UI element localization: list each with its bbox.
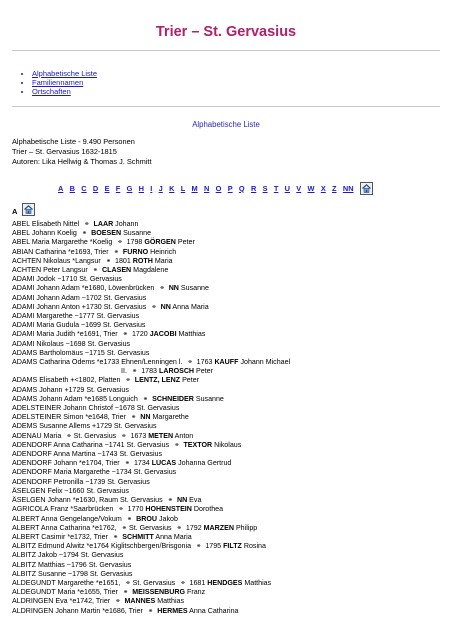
marriage-rings-icon: ⚭ bbox=[174, 441, 180, 449]
list-item bbox=[12, 478, 442, 487]
entry-spouse-surname: FURNO bbox=[122, 247, 149, 256]
entry-spouse-given: Philipp bbox=[233, 523, 258, 532]
letter-link-w[interactable]: W bbox=[307, 183, 315, 193]
entry-spouse-surname: NN bbox=[140, 413, 151, 422]
marriage-rings-icon: ⚭ bbox=[112, 533, 119, 541]
entry-person: ADELSTEINER Simon *e1648, Trier bbox=[12, 413, 128, 422]
entry-person: ALBERT Anna Catharina *e1762, bbox=[12, 523, 119, 532]
entry-spouse-given: Peter bbox=[175, 238, 195, 247]
home-icon[interactable] bbox=[22, 203, 35, 216]
entry-person: ADELSTEINER Johann Christof ~1678 St. Gervasius bbox=[12, 404, 180, 413]
entry-marriage-info: 1720 bbox=[130, 330, 150, 339]
list-item bbox=[12, 579, 442, 588]
list-item bbox=[12, 340, 442, 349]
letter-link-d[interactable]: D bbox=[92, 183, 99, 193]
entry-person: II. bbox=[121, 367, 129, 376]
entry-person: ADENDORF Anna Martina ~1743 St. Gervasius bbox=[12, 450, 163, 459]
entry-spouse-surname: HERMES bbox=[157, 606, 188, 615]
entry-person: ADAMI Johann Adam *e1680, Löwenbrücken bbox=[12, 284, 157, 293]
entry-person: ABEL Elisabeth Nittel bbox=[12, 220, 82, 228]
letter-index bbox=[58, 180, 373, 196]
entry-spouse-given: Johann Michael bbox=[238, 358, 291, 367]
entry-person: ADAMI Johann Adam ~1702 St. Gervasius bbox=[12, 293, 147, 302]
meta-parish: Trier – St. Gervasius 1632-1815 bbox=[12, 146, 117, 156]
entry-marriage-info: St. Gervasius bbox=[73, 431, 119, 440]
entry-spouse-surname: NN bbox=[160, 302, 171, 311]
entry-marriage-info: St. Gervasius bbox=[128, 523, 174, 532]
entry-spouse-given: Johann bbox=[113, 220, 139, 228]
marriage-rings-icon: ⚭ bbox=[196, 543, 202, 551]
entry-person: ABEL Maria Margarethe *Koelig bbox=[12, 238, 115, 247]
entry-spouse-surname: BROU bbox=[136, 514, 157, 523]
marriage-rings-icon: ⚭ bbox=[130, 414, 137, 422]
marriage-rings-icon: ⚭ bbox=[122, 589, 129, 597]
entry-marriage-info: St. Gervasius bbox=[132, 578, 178, 587]
list-item bbox=[12, 570, 442, 579]
letter-link-g[interactable]: G bbox=[126, 183, 133, 193]
entry-person: ALBERT Casimir *e1732, Trier bbox=[12, 532, 110, 541]
nav-link-alphabetische-liste[interactable]: Alphabetische Liste bbox=[32, 69, 98, 78]
entry-person: ADENDORF Maria Margarethe ~1734 St. Gervasius bbox=[12, 468, 177, 477]
entry-person: ALDRINGEN Johann Martin *e1686, Trier bbox=[12, 606, 145, 615]
entry-person: ALBITZ Edmund Alwitz *e1764 Kiglitschbergen/Brisgonia bbox=[12, 542, 193, 551]
divider bbox=[12, 106, 440, 107]
entry-marriage-info: 1770 bbox=[125, 505, 146, 514]
letter-link-j[interactable]: J bbox=[158, 183, 163, 193]
entry-person: ADENAU Maria bbox=[12, 431, 64, 440]
marriage-rings-icon: ⚭ bbox=[131, 368, 138, 376]
entry-spouse-surname: ROTH bbox=[132, 256, 153, 265]
list-item bbox=[12, 404, 442, 413]
entry-person: ADAMI Nikolaus ~1698 St. Gervasius bbox=[12, 339, 131, 348]
marriage-rings-icon: ⚭ bbox=[84, 221, 90, 228]
letter-link-m[interactable]: M bbox=[191, 183, 198, 193]
letter-link-a[interactable]: A bbox=[58, 183, 64, 193]
list-item bbox=[12, 468, 442, 477]
marriage-rings-icon: ⚭ bbox=[121, 432, 127, 440]
entry-spouse-surname: METEN bbox=[148, 431, 174, 440]
list-item bbox=[12, 524, 442, 533]
entry-person: ALDEGUNDT Maria *e1655, Trier bbox=[12, 588, 120, 597]
section-letter: A bbox=[12, 207, 18, 216]
meta-block bbox=[12, 137, 152, 166]
marriage-rings-icon: ⚭ bbox=[142, 395, 149, 403]
home-icon[interactable] bbox=[360, 182, 373, 195]
marriage-rings-icon: ⚭ bbox=[121, 524, 127, 532]
entry-spouse-given: Matthias bbox=[155, 597, 185, 606]
entry-person: ADENDORF Petronilla ~1739 St. Gervasius bbox=[12, 477, 150, 486]
letter-link-l[interactable]: L bbox=[180, 183, 186, 193]
list-item bbox=[12, 275, 442, 284]
list-item bbox=[12, 238, 442, 247]
entry-spouse-given: Margarethe bbox=[150, 413, 189, 422]
entry-spouse-given: Rosina bbox=[241, 542, 266, 551]
entry-person: ÄSELGEN Johann *e1630, Raum St. Gervasius bbox=[12, 496, 165, 505]
list-item bbox=[12, 257, 442, 266]
entry-spouse-surname: LAAR bbox=[93, 220, 114, 228]
entry-spouse-given: Matthias bbox=[242, 578, 272, 587]
entry-person: ACHTEN Peter Langsur bbox=[12, 266, 90, 275]
entry-person: AGRICOLA Franz *Saarbrücken bbox=[12, 505, 116, 514]
entry-spouse-given: Johanna Gertrud bbox=[176, 459, 232, 468]
list-item bbox=[12, 422, 442, 431]
list-item bbox=[12, 266, 442, 275]
list-item bbox=[12, 441, 442, 450]
letter-link-f[interactable]: F bbox=[115, 183, 121, 193]
nav-list bbox=[14, 69, 97, 96]
entry-person: ÄSELGEN Felix ~1660 St. Gervasius bbox=[12, 486, 129, 495]
list-item bbox=[12, 432, 442, 441]
entry-spouse-surname: SCHNEIDER bbox=[152, 394, 194, 403]
letter-link-k[interactable]: K bbox=[169, 183, 175, 193]
letter-link-r[interactable]: R bbox=[250, 183, 257, 193]
list-item bbox=[12, 533, 442, 542]
marriage-rings-icon: ⚭ bbox=[125, 377, 131, 385]
entry-person: ADEMS Susanne Allems +1729 St. Gervasius bbox=[12, 422, 157, 431]
entry-spouse-given: Peter bbox=[180, 376, 200, 385]
entry-person: ADAMS Johann +1729 St. Gervasius bbox=[12, 385, 129, 394]
marriage-rings-icon: ⚭ bbox=[118, 506, 124, 514]
marriage-rings-icon: ⚭ bbox=[125, 579, 131, 587]
marriage-rings-icon: ⚭ bbox=[115, 598, 121, 606]
marriage-rings-icon: ⚭ bbox=[167, 497, 173, 505]
list-item bbox=[12, 294, 442, 303]
entry-spouse-given: Magdalene bbox=[131, 266, 169, 275]
entry-spouse-surname: SCHMITT bbox=[122, 532, 154, 541]
marriage-rings-icon: ⚭ bbox=[113, 248, 119, 256]
letter-link-t[interactable]: T bbox=[273, 183, 279, 193]
entry-spouse-given: Anna Maria bbox=[153, 532, 192, 541]
entry-spouse-given: Susanne bbox=[178, 284, 209, 293]
list-item bbox=[12, 450, 442, 459]
entry-spouse-surname: JACOBI bbox=[149, 330, 177, 339]
entry-spouse-surname: TEXTOR bbox=[183, 440, 213, 449]
entry-person: ADENDORF Johann *e1704, Trier bbox=[12, 459, 122, 468]
entry-spouse-surname: LENTZ, LENZ bbox=[134, 376, 181, 385]
section-title: Alphabetische Liste bbox=[192, 120, 260, 129]
list-item bbox=[12, 330, 442, 339]
marriage-rings-icon: ⚭ bbox=[105, 257, 112, 265]
letter-link-q[interactable]: Q bbox=[238, 183, 245, 193]
marriage-rings-icon: ⚭ bbox=[180, 579, 186, 587]
entry-spouse-given: Dorothea bbox=[191, 505, 224, 514]
list-item bbox=[12, 367, 442, 376]
letter-link-z[interactable]: Z bbox=[332, 183, 337, 193]
entry-spouse-given: Eva bbox=[187, 496, 202, 505]
nav-item-familiennamen bbox=[32, 78, 97, 87]
entry-person: ADAMS Catharina Odems *e1733 Ehnen/Lenningen l. bbox=[12, 358, 185, 367]
entry-marriage-year: 1681 bbox=[187, 578, 208, 587]
meta-authors: Autoren: Lika Hellwig & Thomas J. Schmitt bbox=[12, 156, 152, 166]
list-item bbox=[12, 505, 442, 514]
nav-item-ortschaften bbox=[32, 87, 97, 96]
entry-marriage-year: 1673 bbox=[128, 431, 149, 440]
marriage-rings-icon: ⚭ bbox=[147, 607, 154, 615]
nav-item-alphabetische-liste bbox=[32, 69, 97, 78]
letter-link-b[interactable]: B bbox=[69, 183, 75, 193]
entry-spouse-surname: BOESEN bbox=[91, 229, 122, 238]
entry-spouse-given: Susanne bbox=[121, 229, 152, 238]
letter-link-c[interactable]: C bbox=[81, 183, 87, 193]
letter-link-p[interactable]: P bbox=[227, 183, 233, 193]
entry-spouse-surname: NN bbox=[168, 284, 179, 293]
entry-spouse-given: Heinrich bbox=[148, 247, 177, 256]
list-item bbox=[12, 386, 442, 395]
list-item bbox=[12, 597, 442, 606]
list-item bbox=[12, 551, 442, 560]
list-item bbox=[12, 561, 442, 570]
letter-link-o[interactable]: O bbox=[215, 183, 222, 193]
list-item bbox=[12, 358, 442, 367]
marriage-rings-icon: ⚭ bbox=[124, 460, 130, 468]
list-item bbox=[12, 459, 442, 468]
entry-spouse-surname: MARZEN bbox=[203, 523, 234, 532]
entry-spouse-given: Anna Maria bbox=[170, 302, 209, 311]
entry-person: ADAMI Margarethe ~1777 St. Gervasius bbox=[12, 312, 140, 321]
entry-spouse-given: Matthias bbox=[176, 330, 206, 339]
letter-link-nn[interactable]: NN bbox=[342, 183, 354, 193]
marriage-rings-icon: ⚭ bbox=[176, 524, 182, 532]
entry-spouse-given: Franz bbox=[185, 588, 206, 597]
entry-person: ACHTEN Nikolaus *Langsur bbox=[12, 256, 103, 265]
entry-list bbox=[12, 220, 442, 616]
list-item bbox=[12, 607, 442, 616]
entry-spouse-given: Anton bbox=[173, 431, 194, 440]
entry-spouse-given: Anna Catharina bbox=[187, 606, 239, 615]
list-item bbox=[12, 588, 442, 597]
marriage-rings-icon: ⚭ bbox=[151, 303, 157, 311]
entry-spouse-given: Nikolaus bbox=[212, 440, 242, 449]
letter-link-x[interactable]: X bbox=[320, 183, 326, 193]
marriage-rings-icon: ⚭ bbox=[126, 515, 133, 523]
letter-link-i[interactable]: I bbox=[150, 183, 153, 193]
entry-spouse-given: Jakob bbox=[156, 514, 178, 523]
entry-person: ALDRINGEN Eva *e1742, Trier bbox=[12, 597, 113, 606]
entry-person: ADAMI Johann Anton +1730 St. Gervasius bbox=[12, 302, 149, 311]
entry-spouse-surname: LUCAS bbox=[151, 459, 177, 468]
letter-link-h[interactable]: H bbox=[138, 183, 144, 193]
entry-marriage-year: 1792 bbox=[183, 523, 204, 532]
letter-link-n[interactable]: N bbox=[204, 183, 210, 193]
entry-person: ADAMS Bartholomäus ~1715 St. Gervasius bbox=[12, 348, 150, 357]
list-item bbox=[12, 248, 442, 257]
entry-person: ALBITZ Jakob ~1794 St. Gervasius bbox=[12, 551, 124, 560]
entry-spouse-surname: MANNES bbox=[124, 597, 156, 606]
entry-spouse-given: Susanne bbox=[193, 394, 224, 403]
list-item bbox=[12, 376, 442, 385]
letter-link-e[interactable]: E bbox=[104, 183, 110, 193]
nav-link-familiennamen[interactable]: Familiennamen bbox=[32, 78, 84, 87]
nav-link-ortschaften[interactable]: Ortschaften bbox=[32, 87, 71, 96]
list-item bbox=[12, 220, 442, 229]
section-heading bbox=[12, 203, 35, 216]
entry-person: ALDEGUNDT Margarethe *e1651, bbox=[12, 578, 123, 587]
list-item bbox=[12, 312, 442, 321]
entry-person: ADAMI Maria Judith *e1691, Trier bbox=[12, 330, 120, 339]
marriage-rings-icon: ⚭ bbox=[122, 331, 128, 339]
entry-person: ADAMI Maria Gudula ~1699 St. Gervasius bbox=[12, 321, 146, 330]
entry-person: ABEL Johann Koelig bbox=[12, 229, 79, 238]
entry-marriage-info: 1763 bbox=[194, 358, 215, 367]
entry-spouse-given: Peter bbox=[194, 367, 213, 376]
marriage-rings-icon: ⚭ bbox=[92, 267, 99, 275]
entry-person: ADAMS Johann Adam *e1685 Longuich bbox=[12, 394, 140, 403]
letter-link-s[interactable]: S bbox=[262, 183, 268, 193]
entry-person: ALBERT Anna Gengelange/Vokum bbox=[12, 514, 124, 523]
marriage-rings-icon: ⚭ bbox=[117, 239, 123, 247]
entry-person: ADAMI Jodok ~1710 St. Gervasius bbox=[12, 275, 122, 284]
list-item bbox=[12, 284, 442, 293]
entry-spouse-surname: MEISSENBURG bbox=[132, 588, 186, 597]
letter-link-u[interactable]: U bbox=[284, 183, 290, 193]
entry-marriage-info: 1801 bbox=[113, 256, 133, 265]
entry-spouse-surname: KAUFF bbox=[214, 358, 239, 367]
marriage-rings-icon: ⚭ bbox=[66, 432, 72, 440]
entry-spouse-surname: NN bbox=[176, 496, 188, 505]
page-title: Trier – St. Gervasius bbox=[155, 24, 297, 40]
divider bbox=[12, 50, 440, 51]
marriage-rings-icon: ⚭ bbox=[81, 230, 88, 238]
list-item bbox=[12, 542, 442, 551]
entry-spouse-surname: CLASEN bbox=[102, 266, 132, 275]
list-item bbox=[12, 303, 442, 312]
entry-marriage-info: 1795 bbox=[203, 542, 224, 551]
entry-spouse-surname: HENDGES bbox=[207, 578, 243, 587]
marriage-rings-icon: ⚭ bbox=[187, 359, 193, 367]
list-item bbox=[12, 413, 442, 422]
entry-spouse-surname: GÖRGEN bbox=[144, 238, 176, 247]
entry-spouse-surname: LAROSCH bbox=[158, 367, 195, 376]
entry-spouse-surname: FILTZ bbox=[223, 542, 242, 551]
meta-count: Alphabetische Liste - 9.490 Personen bbox=[12, 137, 135, 146]
marriage-rings-icon: ⚭ bbox=[159, 285, 165, 293]
entry-spouse-surname: HOHENSTEIN bbox=[145, 505, 192, 514]
entry-person: ALBITZ Matthias ~1796 St. Gervasius bbox=[12, 560, 132, 569]
entry-person: ALBITZ Susanne ~1798 St. Gervasius bbox=[12, 569, 133, 578]
entry-marriage-info: 1734 bbox=[131, 459, 152, 468]
letter-link-v[interactable]: V bbox=[296, 183, 302, 193]
entry-spouse-given: Maria bbox=[152, 256, 173, 265]
list-item bbox=[12, 349, 442, 358]
entry-person: ADAMS Elisabeth +<1802, Platten bbox=[12, 376, 123, 385]
list-item bbox=[12, 395, 442, 404]
entry-marriage-info: 1783 bbox=[139, 367, 159, 376]
list-item bbox=[12, 496, 442, 505]
list-item bbox=[12, 487, 442, 496]
entry-person: ABIAN Catharina *e1693, Trier bbox=[12, 247, 111, 256]
entry-marriage-info: 1798 bbox=[124, 238, 145, 247]
list-item bbox=[12, 321, 442, 330]
entry-person: ADENDORF Anna Catharina ~1741 St. Gervasius bbox=[12, 440, 172, 449]
list-item bbox=[12, 515, 442, 524]
